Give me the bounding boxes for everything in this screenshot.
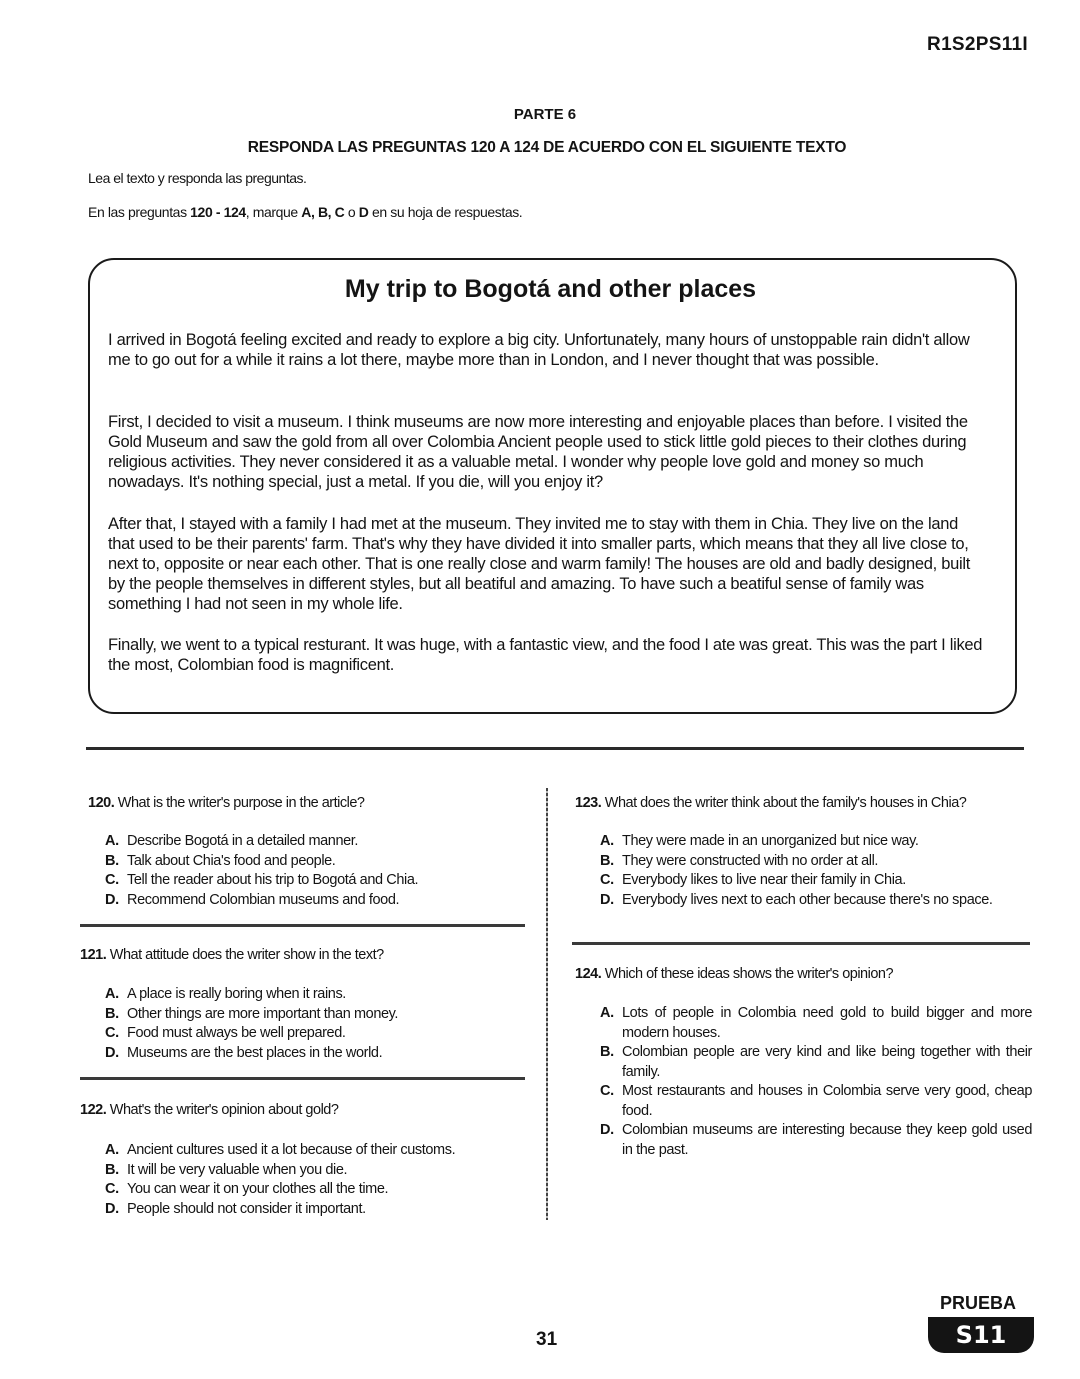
question-separator	[80, 1077, 525, 1080]
part-heading: PARTE 6	[513, 106, 577, 123]
question-number: 122.	[80, 1102, 107, 1118]
section-divider	[86, 747, 1024, 750]
instruction-mark	[88, 204, 522, 220]
article-paragraph: I arrived in Bogotá feeling excited and ready to explore a big city. Unfortunately, many hours of unstoppable rain didn't allow me to go out for a while it rains a lot there, maybe more than in London, and I never thought that was possible.	[108, 331, 970, 369]
page-number: 31	[536, 1329, 558, 1350]
question-124	[575, 966, 893, 982]
option-text: It will be very valuable when you die.	[127, 1161, 348, 1178]
question-text: What does the writer think about the family's houses in Chia?	[604, 795, 967, 811]
instruction-prefix: En las preguntas	[88, 204, 191, 220]
option-text: Recommend Colombian museums and food.	[127, 891, 400, 908]
question-120	[88, 795, 364, 811]
option-letter: A.	[105, 986, 119, 1002]
option-text: Museums are the best places in the world.	[127, 1044, 383, 1061]
option-text: They were constructed with no order at all.	[622, 852, 879, 869]
option-a[interactable]	[105, 832, 525, 852]
instruction-title: RESPONDA LAS PREGUNTAS 120 A 124 DE ACUERDO CON EL SIGUIENTE TEXTO	[247, 139, 847, 156]
article-paragraph: After that, I stayed with a family I had met at the museum. They invited me to stay with them in Chia. They live on the land that used to be their parents' farm. That's why they have divided it into smaller parts, which means that they all live close to, next to, opposite or near each other. That is one really close and warm family! The houses are old and badly designed, built by the people themselves in different styles, but all beatiful and amazing. To have such a beatiful sense of family was something I had not seen in my whole life.	[108, 515, 970, 613]
option-text: A place is really boring when it rains.	[127, 986, 346, 1002]
option-text: Colombian people are very kind and like being together with their family.	[622, 1044, 1032, 1080]
question-number: 120.	[88, 795, 115, 811]
option-text: Ancient cultures used it a lot because of their customs.	[127, 1142, 456, 1158]
option-d[interactable]	[600, 891, 1030, 911]
question-123	[575, 795, 966, 811]
options-120	[105, 832, 525, 910]
option-c[interactable]	[105, 1180, 525, 1200]
option-a[interactable]	[600, 832, 1030, 852]
question-number: 123.	[575, 795, 602, 811]
option-letter: A.	[105, 833, 119, 849]
option-letter: B.	[600, 1044, 614, 1060]
option-text: Talk about Chia's food and people.	[127, 852, 336, 869]
option-letter: D.	[105, 1044, 119, 1061]
option-letter: B.	[105, 1005, 119, 1022]
question-121	[80, 947, 384, 963]
option-text: Food must always be well prepared.	[127, 1025, 346, 1041]
instruction-range: 120 - 124	[190, 204, 246, 220]
option-letter: B.	[105, 852, 119, 869]
column-divider	[546, 788, 548, 1220]
option-a[interactable]	[600, 1004, 1032, 1043]
option-letter: C.	[105, 1181, 119, 1197]
document-code: R1S2PS11I	[927, 34, 1028, 55]
option-b[interactable]	[105, 1005, 525, 1025]
option-text: Everybody likes to live near their family in Chia.	[622, 872, 906, 888]
option-text: You can wear it on your clothes all the time.	[127, 1181, 389, 1197]
instruction-read: Lea el texto y responda las preguntas.	[88, 170, 307, 186]
option-d[interactable]	[105, 891, 525, 911]
question-number: 121.	[80, 947, 107, 963]
question-text: Which of these ideas shows the writer's opinion?	[604, 966, 894, 982]
option-text: They were made in an unorganized but nice way.	[622, 833, 919, 849]
option-b[interactable]	[600, 852, 1030, 872]
option-letter: C.	[600, 872, 614, 888]
options-121	[105, 985, 525, 1063]
option-text: Everybody lives next to each other because there's no space.	[622, 891, 993, 908]
instruction-suffix: en su hoja de respuestas.	[368, 204, 523, 220]
option-letter: A.	[600, 1005, 614, 1021]
option-letter: A.	[600, 833, 614, 849]
instruction-o: o	[344, 204, 359, 220]
option-letter: B.	[600, 852, 614, 869]
instruction-letters: A, B, C	[301, 204, 345, 220]
option-text: Other things are more important than money.	[127, 1005, 399, 1022]
option-c[interactable]	[105, 871, 525, 891]
question-122	[80, 1102, 338, 1118]
option-letter: C.	[600, 1083, 614, 1099]
option-letter: B.	[105, 1161, 119, 1178]
option-d[interactable]	[600, 1121, 1032, 1160]
option-letter: C.	[105, 1025, 119, 1041]
test-badge: S11	[928, 1317, 1034, 1353]
option-c[interactable]	[600, 1082, 1032, 1121]
question-separator	[572, 942, 1030, 945]
option-b[interactable]	[105, 852, 525, 872]
option-text: Describe Bogotá in a detailed manner.	[127, 833, 359, 849]
test-badge-label: PRUEBA	[940, 1293, 1017, 1313]
options-123	[600, 832, 1030, 910]
option-text: Lots of people in Colombia need gold to build bigger and more modern houses.	[622, 1005, 1032, 1041]
instruction-mid: , marque	[245, 204, 302, 220]
option-b[interactable]	[600, 1043, 1032, 1082]
option-d[interactable]	[105, 1200, 525, 1220]
option-letter: D.	[105, 1200, 119, 1217]
option-text: Tell the reader about his trip to Bogotá and Chia.	[127, 872, 419, 888]
options-124	[600, 1004, 1032, 1160]
option-c[interactable]	[105, 1024, 525, 1044]
option-text: Colombian museums are interesting because they keep gold used in the past.	[622, 1122, 1032, 1158]
option-a[interactable]	[105, 985, 525, 1005]
question-separator	[80, 924, 525, 927]
option-b[interactable]	[105, 1161, 525, 1181]
question-number: 124.	[575, 966, 602, 982]
question-text: What's the writer's opinion about gold?	[109, 1102, 339, 1118]
question-text: What is the writer's purpose in the article?	[117, 795, 365, 811]
option-c[interactable]	[600, 871, 1030, 891]
instruction-d: D	[358, 204, 369, 220]
option-text: Most restaurants and houses in Colombia serve very good, cheap food.	[622, 1083, 1032, 1119]
option-d[interactable]	[105, 1044, 525, 1064]
option-letter: D.	[600, 1122, 614, 1138]
option-text: People should not consider it important.	[127, 1200, 366, 1217]
article-title: My trip to Bogotá and other places	[344, 275, 757, 303]
option-a[interactable]	[105, 1141, 525, 1161]
options-122	[105, 1141, 525, 1219]
question-text: What attitude does the writer show in the text?	[109, 947, 384, 963]
article-paragraph: Finally, we went to a typical resturant. It was huge, with a fantastic view, and the food I ate was great. This was the part I liked the most, Colombian food is magnificent.	[108, 636, 983, 674]
option-letter: D.	[600, 891, 614, 908]
article-paragraph: First, I decided to visit a museum. I think museums are now more interesting and enjoyable places than before. I visited the Gold Museum and saw the gold from all over Colombia Ancient people used to stick little gold pieces to their clothes during religious activities. They never considered it as a valuable metal. I wonder why people love gold and money so much nowadays. It's nothing special, just a metal. If you die, will you enjoy it?	[108, 413, 968, 491]
option-letter: C.	[105, 872, 119, 888]
option-letter: D.	[105, 891, 119, 908]
option-letter: A.	[105, 1142, 119, 1158]
